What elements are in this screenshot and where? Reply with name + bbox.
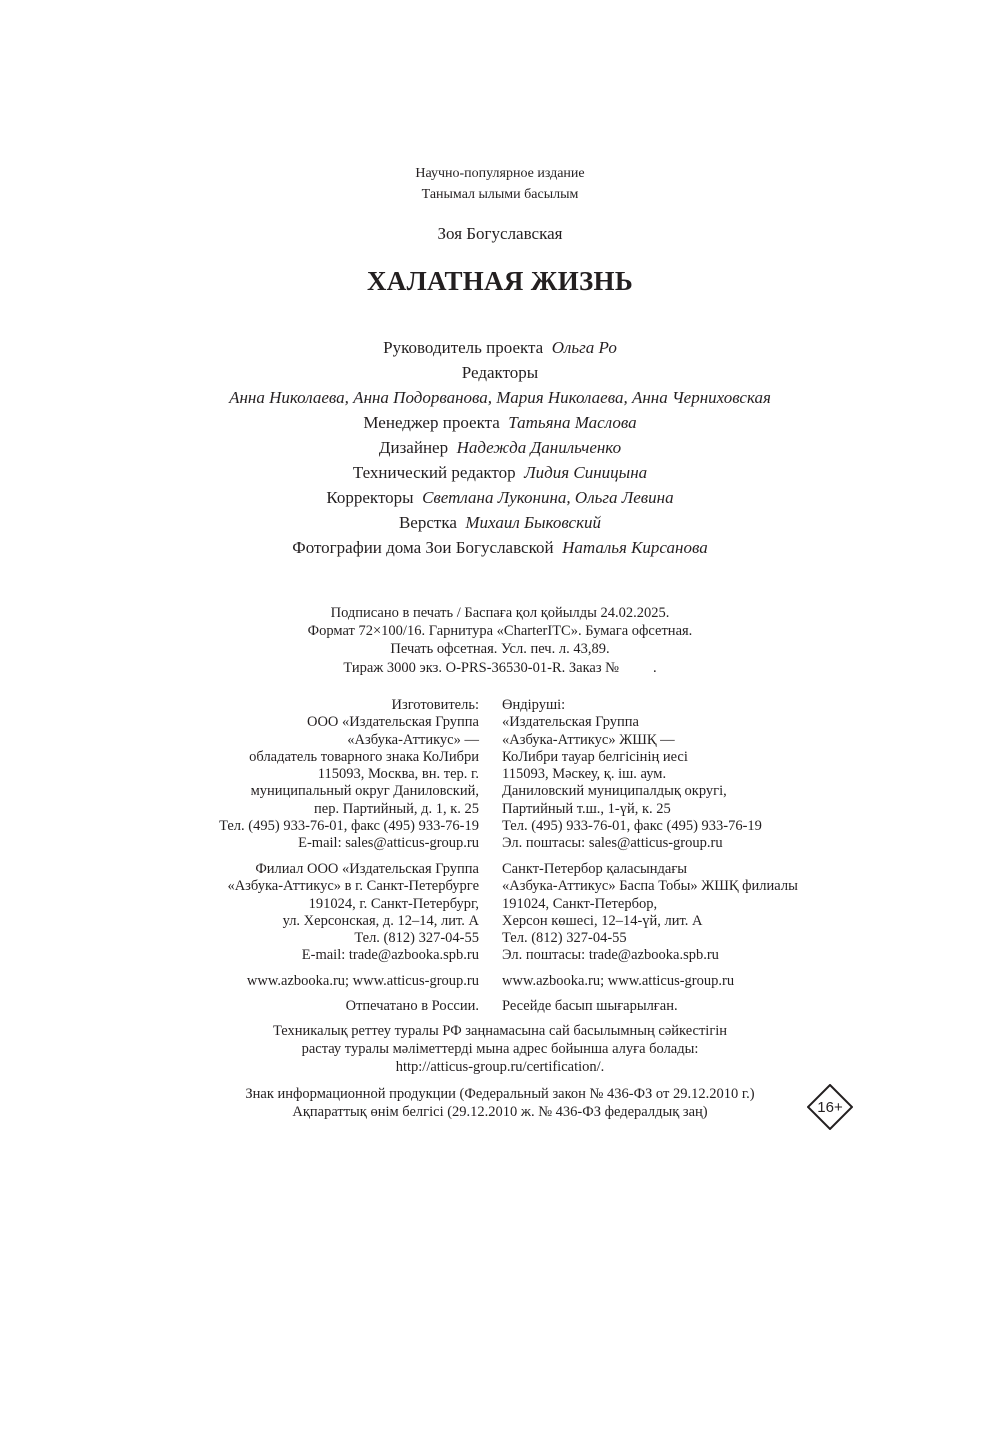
address-line: Партийный т.ш., 1-үй, к. 25: [502, 800, 671, 817]
address-line: Эл. поштасы: trade@azbooka.spb.ru: [502, 947, 719, 964]
credit-name: Анна Николаева, Анна Подорванова, Мария Николаева, Анна Черниховская: [229, 388, 771, 407]
address-line: E-mail: trade@azbooka.spb.ru: [301, 947, 479, 964]
address-line: «Азбука-Аттикус» в г. Санкт-Петербурге: [227, 878, 479, 895]
age-rating-badge: [807, 1084, 853, 1130]
credit-role: Технический редактор: [352, 463, 516, 482]
circulation-end: .: [653, 660, 657, 676]
branch-ru: [227, 861, 479, 965]
credit-name: Татьяна Маслова: [508, 413, 637, 432]
credit-role: Фотографии дома Зои Богуславской: [292, 538, 554, 557]
age-rating-text: 16+: [817, 1098, 843, 1116]
address-line: Херсон көшесі, 12–14-үй, лит. А: [502, 912, 703, 929]
branch-kz: [502, 861, 798, 965]
address-line: пер. Партийный, д. 1, к. 25: [314, 800, 479, 817]
address-line: Изготовитель:: [391, 697, 479, 713]
book-title: ХАЛАТНАЯ ЖИЗНЬ: [367, 266, 633, 296]
website-ru: www.azbooka.ru; www.atticus-group.ru: [246, 973, 479, 989]
certification-url: http://atticus-group.ru/certification/.: [395, 1059, 605, 1075]
credit-proofreaders: [0, 488, 1000, 508]
author-name: Зоя Богуславская: [437, 224, 563, 243]
credit-role: Руководитель проекта: [383, 338, 544, 357]
website-kz: www.azbooka.ru; www.atticus-group.ru: [502, 973, 735, 989]
address-line: 115093, Мәскеу, қ. іш. аум.: [502, 766, 667, 783]
address-line: ул. Херсонская, д. 12–14, лит. А: [282, 912, 479, 929]
genre-kz: Танымал ылыми басылым: [421, 187, 579, 202]
credit-project-manager: [0, 413, 1000, 433]
print-signed: Подписано в печать / Баспаға қол қойылды 24.02.2025.: [330, 605, 670, 621]
credit-editors-role: Редакторы: [461, 363, 539, 382]
certification-line-2: растау туралы мәліметтерді мына адрес бойынша алуға болады:: [301, 1041, 699, 1057]
printed-in-kz: Ресейде басып шығарылған.: [502, 998, 678, 1014]
address-line: 115093, Москва, вн. тер. г.: [317, 766, 479, 783]
certification-line-1: Техникалық реттеу туралы РФ заңнамасына сай басылымның сәйкестігін: [272, 1023, 728, 1039]
credit-name: Лидия Синицына: [524, 463, 648, 482]
address-line: Филиал ООО «Издательская Группа: [255, 861, 479, 877]
address-line: 191024, г. Санкт-Петербург,: [308, 895, 479, 912]
address-line: «Азбука-Аттикус» Баспа Тобы» ЖШҚ филиалы: [502, 878, 798, 895]
address-line: КоЛибри тауар белгісінің иесі: [502, 748, 688, 765]
address-line: «Издательская Группа: [502, 714, 639, 731]
circulation-text: Тираж 3000 экз. O-PRS-36530-01-R. Заказ №: [343, 660, 620, 676]
address-line: «Азбука-Аттикус» ЖШҚ —: [502, 731, 675, 748]
manufacturer-ru: [219, 697, 479, 853]
address-line: ООО «Издательская Группа: [306, 714, 479, 731]
credit-photos: [0, 538, 1000, 558]
address-line: Эл. поштасы: sales@atticus-group.ru: [502, 835, 723, 852]
credit-layout: [0, 513, 1000, 533]
printed-in-ru: Отпечатано в России.: [345, 998, 479, 1014]
print-circulation: [0, 660, 1000, 677]
address-line: обладатель товарного знака КоЛибри: [249, 748, 479, 765]
info-sign-kz: Ақпараттық өнім белгісі (29.12.2010 ж. № 436-ФЗ федералдық заң): [292, 1104, 708, 1120]
manufacturer-kz: [502, 697, 762, 853]
info-sign-ru: Знак информационной продукции (Федеральный закон № 436-ФЗ от 29.12.2010 г.): [245, 1086, 755, 1102]
address-line: Өндіруші:: [502, 697, 566, 713]
credit-designer: [0, 438, 1000, 458]
credit-role: Корректоры: [326, 488, 414, 507]
credit-project-lead: [0, 338, 1000, 358]
address-line: E-mail: sales@atticus-group.ru: [298, 835, 479, 852]
credit-role: Верстка: [398, 513, 457, 532]
credit-role: Менеджер проекта: [363, 413, 500, 432]
print-format: Формат 72×100/16. Гарнитура «CharterITC». Бумага офсетная.: [307, 623, 693, 639]
credit-name: Наталья Кирсанова: [562, 538, 708, 557]
address-line: Тел. (495) 933-76-01, факс (495) 933-76-19: [219, 818, 479, 835]
address-line: 191024, Санкт-Петербор,: [502, 895, 658, 912]
credit-name: Надежда Данильченко: [456, 438, 622, 457]
credit-tech-editor: [0, 463, 1000, 483]
address-line: Санкт-Петербор қаласындағы: [502, 861, 688, 877]
genre-ru: Научно-популярное издание: [415, 166, 585, 181]
credit-name: Михаил Быковский: [465, 513, 602, 532]
address-line: «Азбука-Аттикус» —: [347, 731, 479, 748]
credit-editors-names: [0, 388, 1000, 408]
credit-role: Дизайнер: [378, 438, 449, 457]
address-line: Тел. (495) 933-76-01, факс (495) 933-76-19: [502, 818, 762, 835]
address-line: Тел. (812) 327-04-55: [354, 930, 479, 947]
credit-name: Ольга Ро: [551, 338, 617, 357]
credit-name: Светлана Луконина, Ольга Левина: [422, 488, 674, 507]
address-line: Даниловский муниципалдық округі,: [502, 783, 727, 800]
print-method: Печать офсетная. Усл. печ. л. 43,89.: [390, 641, 610, 657]
address-line: Тел. (812) 327-04-55: [502, 930, 627, 947]
address-line: муниципальный округ Даниловский,: [250, 783, 479, 800]
